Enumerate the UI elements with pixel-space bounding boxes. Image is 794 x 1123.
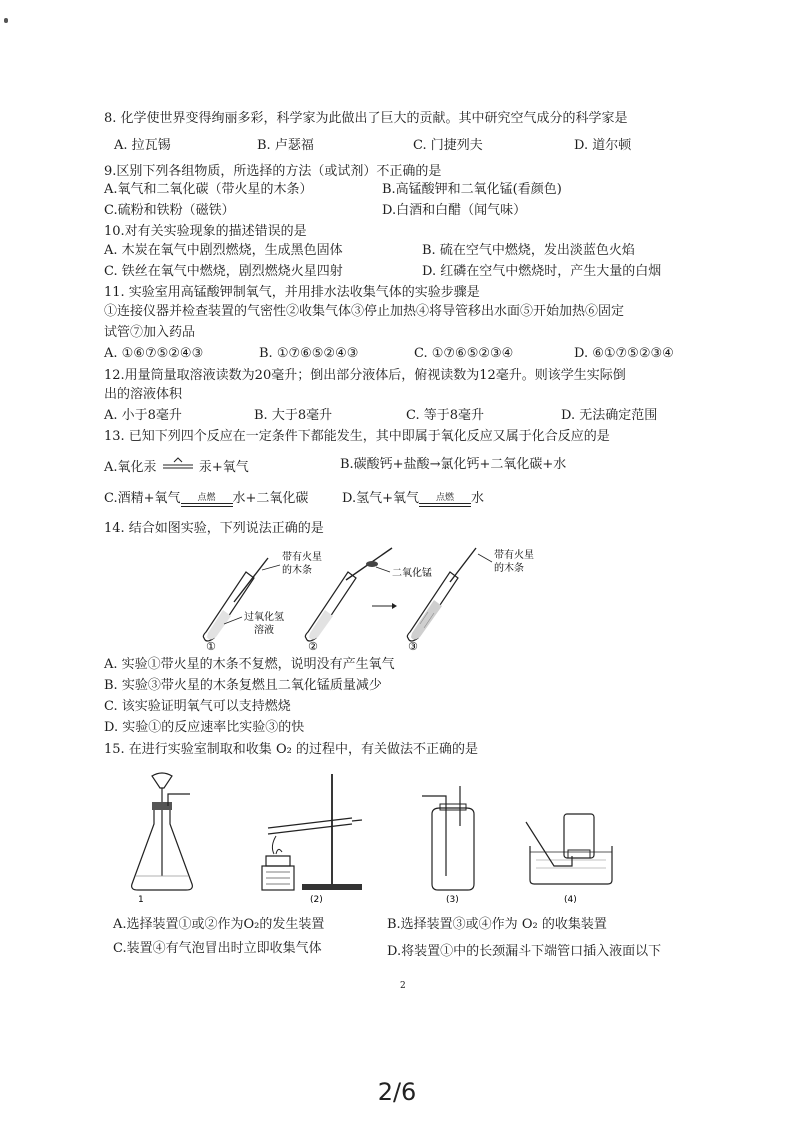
q12-option-d: D. 无法确定范围 <box>561 408 658 423</box>
q8-option-c: C. 门捷列夫 <box>413 138 483 153</box>
equals-sign <box>419 503 471 507</box>
apparatus-number-1: 1 <box>138 895 144 905</box>
q10-option-d: D. 红磷在空气中燃烧时，产生大量的白烟 <box>422 264 662 279</box>
q8-option-a: A. 拉瓦锡 <box>114 138 171 153</box>
heating-apparatus <box>262 774 362 890</box>
q9-stem: 9.区别下列各组物质，所选择的方法（或试剂）不正确的是 <box>104 164 442 179</box>
q12-option-c: C. 等于8毫升 <box>406 408 485 423</box>
q15-option-b: B.选择装置③或④作为 O₂ 的收集装置 <box>387 917 607 932</box>
q10-option-c: C. 铁丝在氧气中燃烧，剧烈燃烧火星四射 <box>104 264 343 279</box>
ignition-condition <box>181 493 233 507</box>
q14-option-a: A. 实验①带火星的木条不复燃，说明没有产生氧气 <box>104 657 395 672</box>
q9-option-b: B.高锰酸钾和二氧化锰(看颜色) <box>382 182 562 197</box>
q12-option-b: B. 大于8毫升 <box>254 408 333 423</box>
apparatus-number-4: (4) <box>564 895 577 905</box>
q13-option-c <box>104 491 308 507</box>
heating-condition-sign <box>161 457 195 476</box>
fig-label-glowing-splint-3a: 带有火星 <box>494 550 534 561</box>
test-tube-3 <box>407 548 476 641</box>
q12-option-a: A. 小于8毫升 <box>104 408 182 423</box>
q15-apparatus-figure <box>126 766 646 906</box>
gas-collecting-bottle <box>422 786 474 890</box>
q13-stem: 13. 已知下列四个反应在一定条件下都能发生，其中即属于氧化反应又属于化合反应的是 <box>104 429 610 444</box>
fig-number-2: ② <box>308 640 318 652</box>
equals-sign <box>181 503 233 507</box>
ignition-label: 点燃 <box>197 493 216 503</box>
q14-option-d: D. 实验①的反应速率比实验③的快 <box>104 720 305 735</box>
q15-option-a: A.选择装置①或②作为O₂的发生装置 <box>113 917 325 932</box>
q15-stem: 15. 在进行实验室制取和收集 O₂ 的过程中，有关做法不正确的是 <box>104 742 478 757</box>
q9-option-c: C.硫粉和铁粉（磁铁） <box>104 203 235 218</box>
page-number: 2 <box>400 981 406 991</box>
q13-c-reactants: C.酒精+氧气 <box>104 491 181 506</box>
apparatus-number-3: (3) <box>446 895 459 905</box>
manganese-dioxide-spatula <box>346 548 392 580</box>
water-trough-apparatus <box>526 814 612 884</box>
q8-option-b: B. 卢瑟福 <box>257 138 314 153</box>
q13-c-products: 水+二氧化碳 <box>232 491 309 506</box>
heat-triangle-icon <box>161 457 195 471</box>
q13-option-a <box>104 457 249 476</box>
q11-option-d: D. ⑥①⑦⑤②③④ <box>574 346 674 361</box>
q14-option-b: B. 实验③带火星的木条复燃且二氧化锰质量减少 <box>104 678 382 693</box>
q10-option-a: A. 木炭在氧气中剧烈燃烧，生成黑色固体 <box>104 243 343 258</box>
ignition-condition <box>419 493 471 507</box>
q12-stem-continued: 出的溶液体积 <box>104 387 183 402</box>
q11-option-b: B. ①⑦⑥⑤②④③ <box>259 346 359 361</box>
q11-steps-line1: ①连接仪器并检查装置的气密性②收集气体③停止加热④将导管移出水面⑤开始加热⑥固定 <box>104 304 625 319</box>
page-indicator: 2/6 <box>377 1078 417 1106</box>
q15-option-c: C.装置④有气泡冒出时立即收集气体 <box>113 941 322 956</box>
q12-stem: 12.用量筒量取溶液读数为20毫升；倒出部分液体后，俯视读数为12毫升。则该学生实际倒 <box>104 368 626 383</box>
q14-experiment-figure <box>196 540 576 652</box>
fig-number-1: ① <box>206 640 216 652</box>
q11-stem: 11. 实验室用高锰酸钾制氧气，并用排水法收集气体的实验步骤是 <box>104 285 480 300</box>
fig-number-3: ③ <box>408 640 418 652</box>
q8-stem: 8. 化学使世界变得绚丽多彩，科学家为此做出了巨大的贡献。其中研究空气成分的科学家是 <box>104 111 628 126</box>
q13-d-reactants: D.氢气+氧气 <box>342 491 419 506</box>
q11-option-a: A. ①⑥⑦⑤②④③ <box>104 346 204 361</box>
q15-option-d: D.将装置①中的长颈漏斗下端管口插入液面以下 <box>387 944 662 959</box>
fig-label-glowing-splint-1a: 带有火星 <box>282 552 322 563</box>
scan-speck <box>4 18 8 23</box>
test-tube-2 <box>305 572 356 641</box>
q13-d-products: 水 <box>471 491 485 506</box>
q14-option-c: C. 该实验证明氧气可以支持燃烧 <box>104 699 291 714</box>
q13-a-products: 汞+氧气 <box>198 460 249 475</box>
q11-option-c: C. ①⑦⑥⑤②③④ <box>414 346 514 361</box>
fig-label-manganese-dioxide: 二氧化锰 <box>392 568 432 579</box>
fig-label-hydrogen-peroxide-a: 过氧化氢 <box>244 612 284 623</box>
q14-stem: 14. 结合如图实验，下列说法正确的是 <box>104 521 324 536</box>
ignition-label: 点燃 <box>435 493 454 503</box>
q11-steps-line2: 试管⑦加入药品 <box>104 325 196 340</box>
q10-stem: 10.对有关实验现象的描述错误的是 <box>104 224 307 239</box>
q9-option-a: A.氧气和二氧化碳（带火星的木条） <box>104 182 313 197</box>
conical-flask-apparatus <box>132 773 193 890</box>
q13-option-b: B.碳酸钙+盐酸→氯化钙+二氧化碳+水 <box>340 457 567 472</box>
q8-option-d: D. 道尔顿 <box>574 138 632 153</box>
q13-option-d <box>342 491 484 507</box>
q10-option-b: B. 硫在空气中燃烧，发出淡蓝色火焰 <box>422 243 635 258</box>
q13-a-reactant: A.氧化汞 <box>104 460 157 475</box>
fig-label-glowing-splint-3b: 的木条 <box>494 563 524 574</box>
q9-option-d: D.白酒和白醋（闻气味） <box>382 203 527 218</box>
fig-label-hydrogen-peroxide-b: 溶液 <box>254 625 274 636</box>
fig-label-glowing-splint-1b: 的木条 <box>282 565 312 576</box>
apparatus-number-2: (2) <box>310 895 323 905</box>
